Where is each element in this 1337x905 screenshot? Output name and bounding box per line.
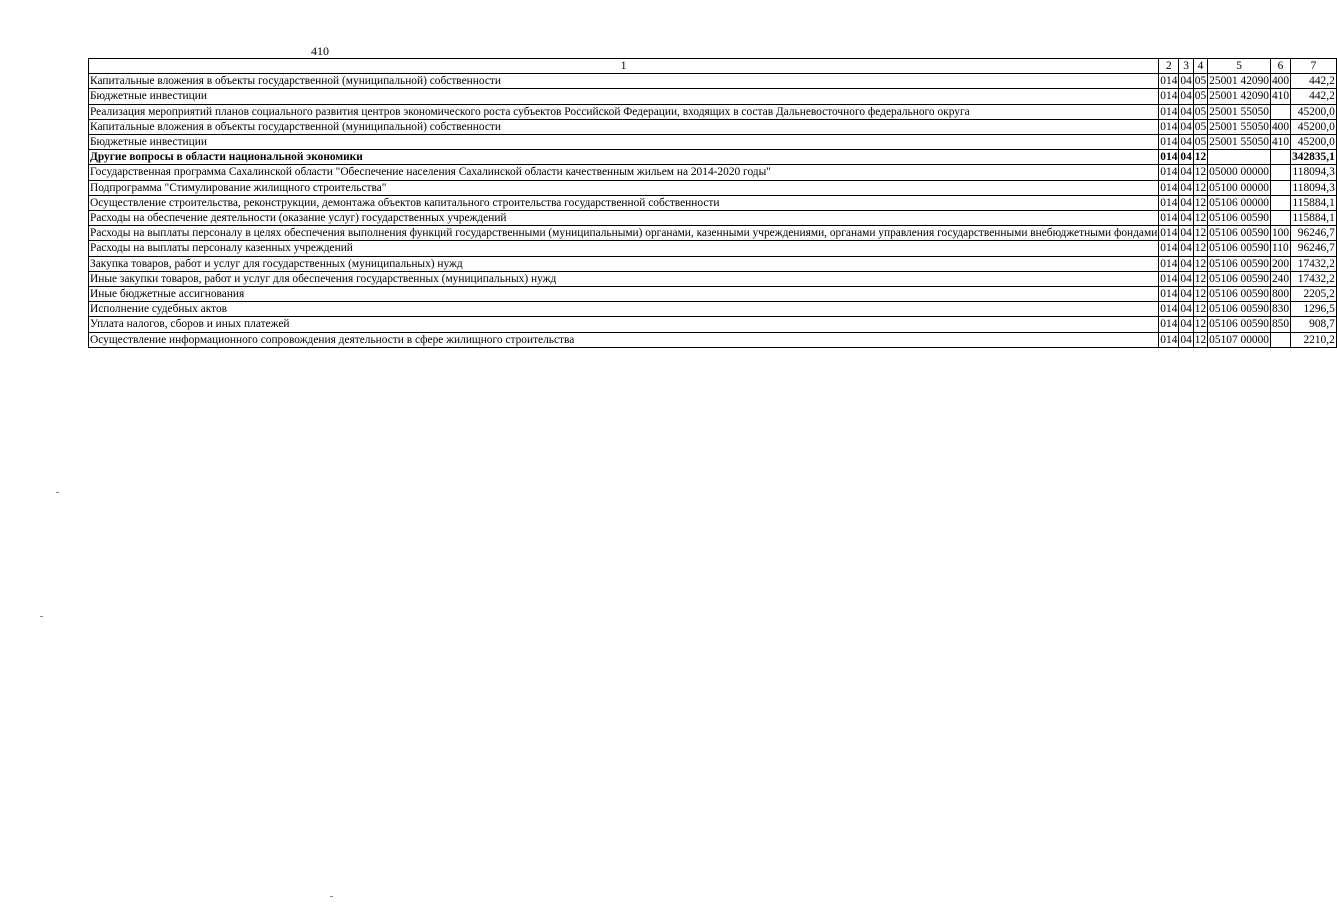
column-header: 2 bbox=[1159, 59, 1179, 74]
row-name-cell: Бюджетные инвестиции bbox=[89, 135, 1159, 150]
table-row bbox=[89, 241, 1337, 256]
scan-speck bbox=[330, 896, 333, 897]
expense-type-cell: 850 bbox=[1271, 318, 1290, 331]
ministry-code-cell: 014 bbox=[1160, 288, 1178, 301]
table-row bbox=[89, 332, 1337, 347]
expense-type-cell bbox=[1270, 150, 1290, 165]
target-article-cell: 25001 55050 bbox=[1209, 120, 1269, 133]
target-article-cell: 05106 00590 bbox=[1209, 227, 1269, 240]
subsection-cell: 05 bbox=[1194, 105, 1207, 118]
subsection-cell: 05 bbox=[1194, 120, 1207, 133]
section-cell: 04 bbox=[1180, 90, 1192, 103]
ministry-code-cell: 014 bbox=[1160, 272, 1178, 285]
expense-type-cell: 200 bbox=[1271, 257, 1290, 270]
ministry-code-cell: 014 bbox=[1160, 212, 1178, 225]
section-cell: 04 bbox=[1180, 212, 1192, 225]
amount-cell: 1296,5 bbox=[1291, 302, 1337, 317]
amount-cell: 908,7 bbox=[1291, 317, 1337, 332]
row-name-cell: Уплата налогов, сборов и иных платежей bbox=[89, 317, 1159, 332]
subsection-cell: 05 bbox=[1194, 136, 1207, 149]
subsection-cell: 05 bbox=[1194, 90, 1207, 103]
amount-cell: 45200,0 bbox=[1291, 119, 1337, 134]
ministry-code-cell: 014 bbox=[1160, 181, 1178, 194]
subsection-cell: 12 bbox=[1194, 333, 1207, 346]
column-header: 6 bbox=[1270, 59, 1290, 74]
expense-type-cell bbox=[1270, 332, 1290, 347]
table-row bbox=[89, 74, 1337, 89]
row-name-cell: Расходы на выплаты персоналу в целях обеспечения выполнения функций государственными (муниципальными) органами, казенными учреждениями, органами управления государственными внебюджетными фондами bbox=[90, 227, 1158, 240]
section-cell: 04 bbox=[1180, 318, 1192, 331]
expense-type-cell bbox=[1270, 104, 1290, 119]
row-name-cell: Бюджетные инвестиции bbox=[89, 89, 1159, 104]
section-cell: 04 bbox=[1180, 75, 1192, 88]
amount-cell: 342835,1 bbox=[1292, 151, 1335, 164]
amount-cell: 442,2 bbox=[1291, 74, 1337, 89]
section-cell: 04 bbox=[1180, 242, 1192, 255]
table-body bbox=[89, 74, 1337, 348]
target-article-cell: 05106 00590 bbox=[1209, 272, 1269, 285]
section-cell: 04 bbox=[1180, 196, 1192, 209]
subsection-cell: 12 bbox=[1194, 288, 1207, 301]
row-name-cell: Расходы на обеспечение деятельности (оказание услуг) государственных учреждений bbox=[89, 211, 1159, 226]
expense-type-cell bbox=[1270, 195, 1290, 210]
target-article-cell: 05106 00000 bbox=[1209, 196, 1269, 209]
section-cell: 04 bbox=[1180, 151, 1192, 164]
subsection-cell: 12 bbox=[1194, 181, 1207, 194]
amount-cell: 118094,3 bbox=[1292, 166, 1335, 179]
subsection-cell: 12 bbox=[1194, 318, 1207, 331]
ministry-code-cell: 014 bbox=[1160, 227, 1178, 240]
row-name-cell: Другие вопросы в области национальной экономики bbox=[89, 150, 1159, 165]
column-header: 3 bbox=[1179, 59, 1193, 74]
row-name-cell: Капитальные вложения в объекты государственной (муниципальной) собственности bbox=[89, 74, 1159, 89]
table-row bbox=[89, 104, 1337, 119]
table-row bbox=[89, 165, 1337, 180]
expense-type-cell bbox=[1270, 165, 1290, 180]
table-row bbox=[89, 317, 1337, 332]
amount-cell: 115884,1 bbox=[1292, 212, 1335, 225]
subsection-cell: 12 bbox=[1194, 166, 1207, 179]
section-cell: 04 bbox=[1180, 136, 1192, 149]
amount-cell: 45200,0 bbox=[1291, 135, 1337, 150]
target-article-cell: 25001 55050 bbox=[1209, 105, 1269, 118]
target-article-cell: 05106 00590 bbox=[1209, 288, 1269, 301]
section-cell: 04 bbox=[1180, 227, 1192, 240]
column-header: 1 bbox=[89, 59, 1159, 74]
expense-type-cell: 410 bbox=[1271, 90, 1290, 103]
row-name-cell: Подпрограмма "Стимулирование жилищного строительства" bbox=[89, 180, 1159, 195]
amount-cell: 118094,3 bbox=[1292, 181, 1335, 194]
amount-cell: 45200,0 bbox=[1291, 104, 1337, 119]
row-name-cell: Осуществление информационного сопровождения деятельности в сфере жилищного строительства bbox=[89, 332, 1159, 347]
ministry-code-cell: 014 bbox=[1160, 166, 1178, 179]
amount-cell: 96246,7 bbox=[1291, 226, 1337, 241]
expense-type-cell bbox=[1270, 211, 1290, 226]
table-header-row bbox=[89, 59, 1337, 74]
target-article-cell bbox=[1208, 150, 1271, 165]
table-row bbox=[89, 226, 1337, 241]
amount-cell: 96246,7 bbox=[1291, 241, 1337, 256]
ministry-code-cell: 014 bbox=[1160, 333, 1178, 346]
section-cell: 04 bbox=[1180, 288, 1192, 301]
column-header: 4 bbox=[1193, 59, 1207, 74]
target-article-cell: 05000 00000 bbox=[1209, 166, 1269, 179]
amount-cell: 115884,1 bbox=[1292, 196, 1335, 209]
amount-cell: 2210,2 bbox=[1291, 332, 1337, 347]
subsection-cell: 12 bbox=[1194, 212, 1207, 225]
subsection-cell: 12 bbox=[1194, 227, 1207, 240]
page-number: 410 bbox=[311, 44, 329, 58]
ministry-code-cell: 014 bbox=[1160, 257, 1178, 270]
row-name-cell: Исполнение судебных актов bbox=[89, 302, 1159, 317]
ministry-code-cell: 014 bbox=[1160, 151, 1178, 164]
ministry-code-cell: 014 bbox=[1160, 196, 1178, 209]
table-row bbox=[89, 135, 1337, 150]
target-article-cell: 05106 00590 bbox=[1209, 318, 1269, 331]
target-article-cell: 25001 42090 bbox=[1209, 90, 1269, 103]
row-name-cell: Иные закупки товаров, работ и услуг для обеспечения государственных (муниципальных) нужд bbox=[89, 271, 1159, 286]
ministry-code-cell: 014 bbox=[1160, 136, 1178, 149]
target-article-cell: 05106 00590 bbox=[1209, 212, 1269, 225]
section-cell: 04 bbox=[1180, 166, 1192, 179]
table-row bbox=[89, 119, 1337, 134]
subsection-cell: 12 bbox=[1194, 196, 1207, 209]
table-row bbox=[89, 150, 1337, 165]
amount-cell: 442,2 bbox=[1291, 89, 1337, 104]
expense-type-cell: 240 bbox=[1271, 272, 1290, 285]
ministry-code-cell: 014 bbox=[1160, 105, 1178, 118]
section-cell: 04 bbox=[1180, 257, 1192, 270]
expense-type-cell: 830 bbox=[1271, 303, 1290, 316]
amount-cell: 2205,2 bbox=[1291, 287, 1337, 302]
expense-type-cell: 100 bbox=[1271, 227, 1290, 240]
expense-type-cell: 410 bbox=[1271, 136, 1290, 149]
subsection-cell: 12 bbox=[1194, 303, 1207, 316]
ministry-code-cell: 014 bbox=[1160, 75, 1178, 88]
table-row bbox=[89, 211, 1337, 226]
scan-speck bbox=[40, 616, 43, 617]
ministry-code-cell: 014 bbox=[1160, 318, 1178, 331]
target-article-cell: 25001 55050 bbox=[1209, 136, 1269, 149]
ministry-code-cell: 014 bbox=[1160, 303, 1178, 316]
table-row bbox=[89, 89, 1337, 104]
table-row bbox=[89, 195, 1337, 210]
table-row bbox=[89, 271, 1337, 286]
subsection-cell: 12 bbox=[1194, 242, 1207, 255]
section-cell: 04 bbox=[1180, 105, 1192, 118]
target-article-cell: 05106 00590 bbox=[1209, 257, 1269, 270]
section-cell: 04 bbox=[1180, 120, 1192, 133]
row-name-cell: Осуществление строительства, реконструкции, демонтажа объектов капитального строительства государственной собственности bbox=[89, 195, 1159, 210]
target-article-cell: 05106 00590 bbox=[1209, 303, 1269, 316]
subsection-cell: 12 bbox=[1194, 257, 1207, 270]
row-name-cell: Реализация мероприятий планов социального развития центров экономического роста субъектов Российской Федерации, входящих в состав Дальневосточного федерального округа bbox=[89, 104, 1159, 119]
target-article-cell: 05100 00000 bbox=[1209, 181, 1269, 194]
row-name-cell: Закупка товаров, работ и услуг для государственных (муниципальных) нужд bbox=[89, 256, 1159, 271]
ministry-code-cell: 014 bbox=[1160, 90, 1178, 103]
column-header: 5 bbox=[1208, 59, 1271, 74]
expense-type-cell: 400 bbox=[1271, 75, 1290, 88]
row-name-cell: Капитальные вложения в объекты государственной (муниципальной) собственности bbox=[89, 119, 1159, 134]
ministry-code-cell: 014 bbox=[1160, 242, 1178, 255]
expense-type-cell bbox=[1270, 180, 1290, 195]
column-header: 7 bbox=[1291, 59, 1337, 74]
scan-speck bbox=[56, 492, 59, 493]
expense-type-cell: 110 bbox=[1271, 242, 1289, 255]
section-cell: 04 bbox=[1180, 333, 1192, 346]
table-row bbox=[89, 287, 1337, 302]
target-article-cell: 05107 00000 bbox=[1209, 333, 1269, 346]
budget-table bbox=[88, 58, 1337, 348]
subsection-cell: 05 bbox=[1194, 75, 1207, 88]
target-article-cell: 05106 00590 bbox=[1209, 242, 1269, 255]
target-article-cell: 25001 42090 bbox=[1209, 75, 1269, 88]
expense-type-cell: 800 bbox=[1271, 288, 1290, 301]
table-row bbox=[89, 180, 1337, 195]
section-cell: 04 bbox=[1180, 272, 1192, 285]
amount-cell: 17432,2 bbox=[1291, 271, 1337, 286]
table-row bbox=[89, 256, 1337, 271]
expense-type-cell: 400 bbox=[1271, 120, 1290, 133]
subsection-cell: 12 bbox=[1194, 272, 1207, 285]
subsection-cell: 12 bbox=[1194, 151, 1207, 164]
row-name-cell: Иные бюджетные ассигнования bbox=[89, 287, 1159, 302]
row-name-cell: Государственная программа Сахалинской области "Обеспечение населения Сахалинской области качественным жильем на 2014-2020 годы" bbox=[89, 165, 1159, 180]
table-row bbox=[89, 302, 1337, 317]
amount-cell: 17432,2 bbox=[1291, 256, 1337, 271]
section-cell: 04 bbox=[1180, 181, 1192, 194]
row-name-cell: Расходы на выплаты персоналу казенных учреждений bbox=[89, 241, 1159, 256]
section-cell: 04 bbox=[1180, 303, 1192, 316]
ministry-code-cell: 014 bbox=[1160, 120, 1178, 133]
